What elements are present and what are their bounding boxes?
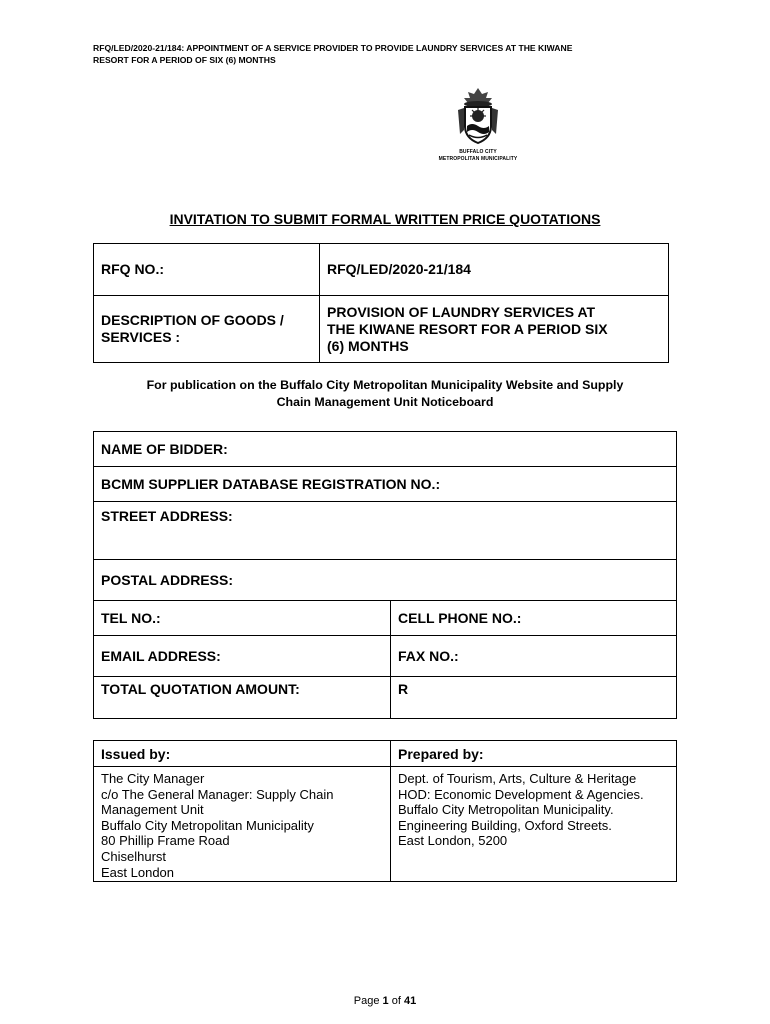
header-line-2: RESORT FOR A PERIOD OF SIX (6) MONTHS xyxy=(93,55,276,65)
description-label-line-1: DESCRIPTION OF GOODS / xyxy=(101,312,284,328)
prepared-line: HOD: Economic Development & Agencies. xyxy=(398,786,644,802)
description-label xyxy=(94,296,320,363)
bidder-details-table xyxy=(93,431,677,719)
email-address-field: EMAIL ADDRESS: xyxy=(94,636,391,677)
logo-text-line-1: BUFFALO CITY xyxy=(459,149,497,155)
publication-line-1: For publication on the Buffalo City Metropolitan Municipality Website and Supply xyxy=(146,378,624,392)
supplier-registration-field: BCMM SUPPLIER DATABASE REGISTRATION NO.: xyxy=(94,467,677,502)
cell-phone-field: CELL PHONE NO.: xyxy=(391,601,677,636)
description-value-line-1: PROVISION OF LAUNDRY SERVICES AT xyxy=(327,303,596,320)
issued-line: c/o The General Manager: Supply Chain xyxy=(101,786,334,802)
table-row xyxy=(94,502,677,560)
page-number: 1 xyxy=(382,995,389,1007)
publication-note xyxy=(93,377,677,411)
prepared-by-heading: Prepared by: xyxy=(391,741,677,767)
total-quotation-amount-field: TOTAL QUOTATION AMOUNT: xyxy=(94,677,391,719)
issued-line: The City Manager xyxy=(101,771,205,786)
prepared-line: Dept. of Tourism, Arts, Culture & Heritage xyxy=(398,771,637,786)
issued-line: Chiselhurst xyxy=(101,848,167,864)
postal-address-field: POSTAL ADDRESS: xyxy=(94,560,677,601)
publication-line-2: Chain Management Unit Noticeboard xyxy=(276,395,494,409)
rfq-number-label: RFQ NO.: xyxy=(94,244,320,296)
description-value-line-3: (6) MONTHS xyxy=(327,337,409,354)
prepared-line: East London, 5200 xyxy=(398,833,508,849)
issued-line: Management Unit xyxy=(101,802,204,818)
header-line-1: RFQ/LED/2020-21/184: APPOINTMENT OF A SERVICE PROVIDER TO PROVIDE LAUNDRY SERVICES AT THE KIWANE xyxy=(93,43,573,53)
prepared-by-details xyxy=(391,767,677,882)
of-word: of xyxy=(391,995,401,1007)
table-row xyxy=(94,767,677,882)
currency-field: R xyxy=(391,677,677,719)
issued-line: 80 Phillip Frame Road xyxy=(101,833,230,849)
name-of-bidder-field: NAME OF BIDDER: xyxy=(94,432,677,467)
prepared-line: Buffalo City Metropolitan Municipality. xyxy=(398,802,614,818)
total-pages: 41 xyxy=(403,995,417,1007)
tel-no-field: TEL NO.: xyxy=(94,601,391,636)
table-row xyxy=(94,467,677,502)
issued-line: East London xyxy=(101,864,175,880)
prepared-line: Engineering Building, Oxford Streets. xyxy=(398,817,612,833)
document-title: INVITATION TO SUBMIT FORMAL WRITTEN PRICE QUOTATIONS xyxy=(169,211,601,227)
issued-by-details xyxy=(94,767,391,882)
issued-line: Buffalo City Metropolitan Municipality xyxy=(101,817,314,833)
description-row xyxy=(94,296,669,363)
fax-no-field: FAX NO.: xyxy=(391,636,677,677)
table-row xyxy=(94,741,677,767)
table-row xyxy=(94,560,677,601)
description-label-line-2: SERVICES : xyxy=(101,329,181,345)
rfq-number-value: RFQ/LED/2020-21/184 xyxy=(320,244,669,296)
issued-prepared-table xyxy=(93,740,677,882)
table-row xyxy=(94,677,677,719)
description-value xyxy=(320,296,669,363)
issued-by-heading: Issued by: xyxy=(94,741,391,767)
table-row xyxy=(94,601,677,636)
municipality-logo xyxy=(430,86,526,166)
table-row xyxy=(94,432,677,467)
description-value-line-2: THE KIWANE RESORT FOR A PERIOD SIX xyxy=(327,320,608,337)
document-header xyxy=(93,42,693,66)
coat-of-arms-icon xyxy=(456,86,500,146)
rfq-number-row xyxy=(94,244,669,296)
rfq-info-table xyxy=(93,243,669,363)
page-footer xyxy=(0,995,770,1007)
table-row xyxy=(94,636,677,677)
street-address-field: STREET ADDRESS: xyxy=(94,502,677,560)
page-word: Page xyxy=(353,995,380,1007)
logo-text-line-2: METROPOLITAN MUNICIPALITY xyxy=(438,156,518,162)
